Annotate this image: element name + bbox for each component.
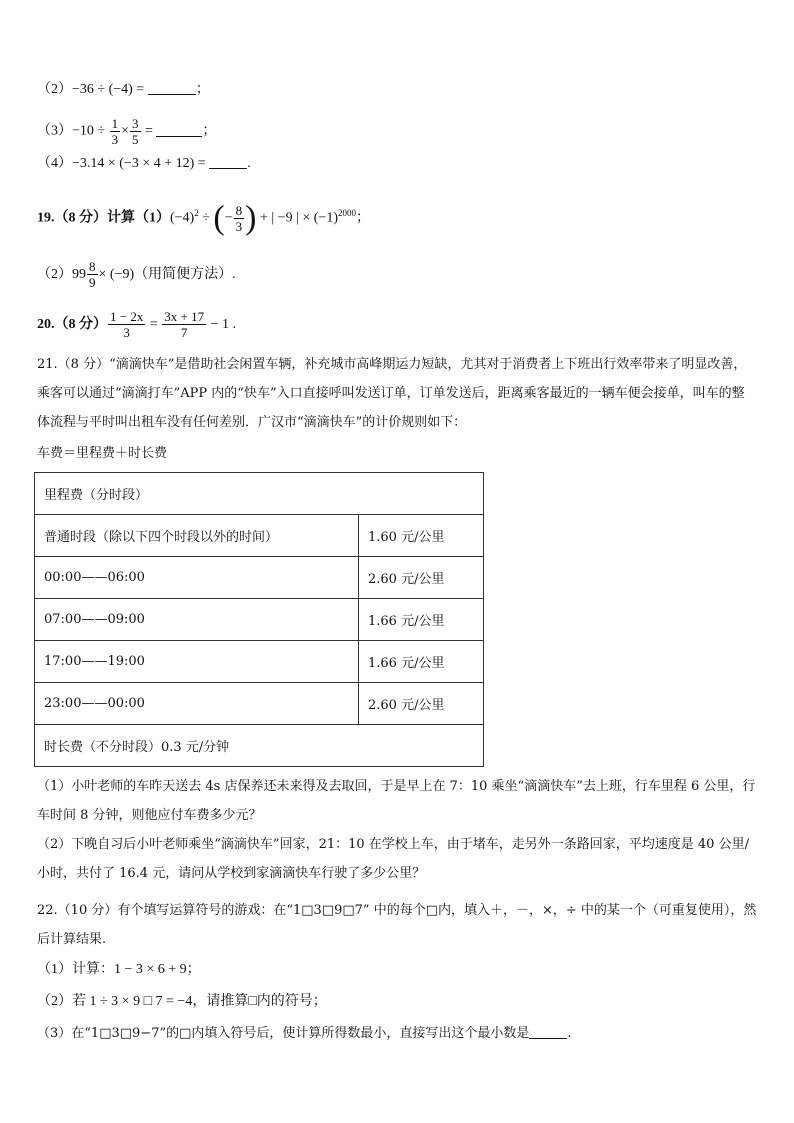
fraction: $\frac{1}{3}$ [111,116,119,147]
q18-part2: （2）−36 ÷ (−4) = ； [37,82,210,97]
table-row: 07:00——09:00 1.66 元/公里 [35,599,484,641]
table-footer-cell: 时长费（不分时段）0.3 元/分钟 [35,725,484,767]
q21-part1: （1）小叶老师的车昨天送去 4s 店保养还未来得及去取回，于是早上在 7：10 乘坐“滴滴快车”去上班，行车里程 6 公里，行车时间 8 分钟，则他应付车费多少元？ [37,779,756,823]
fraction: $\frac{8}{3}$ [235,202,243,234]
q21-part2: （2）下晚自习后小叶老师乘坐“滴滴快车”回家，21：10 在学校上车，由于堵车，走另外一条路回家，平均速度是 40 公里/小时，共付了 16.4 元，请问从学校到家滴滴快车行驶了多少公里？ [37,837,749,881]
answer-blank[interactable] [156,122,202,137]
table-row: 普通时段（除以下四个时段以外的时间） 1.60 元/公里 [35,515,484,557]
table-row: 00:00——06:00 2.60 元/公里 [35,557,484,599]
fraction: $\frac{3}{5}$ [132,116,139,147]
q19-part2: （2）99 $\frac{8}{9}$ × (−9)（用简便方法）. [37,259,236,291]
fraction: $\frac{8}{9}$ [89,259,96,291]
q20: 20.（8 分） $\frac{1 - 2x}{3}$ = $\frac{3x + 17}{7}$ − 1 . [37,309,236,341]
fraction: $\frac{3x + 17}{7}$ [164,309,205,341]
q22-part2: （2）若 1 ÷ 3 × 9 □ 7 = −4，请推算□内的符号； [37,994,327,1009]
answer-blank[interactable] [529,1024,567,1039]
q21-formula: 车费＝里程费＋时长费 [37,446,168,461]
table-row: 17:00——19:00 1.66 元/公里 [35,641,484,683]
table-row: 23:00——00:00 2.60 元/公里 [35,683,484,725]
table-row [35,473,484,515]
q18-part3: （3）−10 ÷ $\frac{1}{3}$ × $\frac{3}{5}$ = ； [37,116,217,147]
q22-part3: （3）在“1□3□9−7”的□内填入符号后，使计算所得数最小，直接写出这个最小数是 . [37,1026,572,1041]
table-header-cell: 里程费（分时段） [35,473,484,515]
q18-part4: （4）−3.14 × (−3 × 4 + 12) = . [37,156,251,171]
answer-blank[interactable] [209,154,247,169]
q22-intro: 22.（10 分）有个填写运算符号的游戏：在“1□3□9□7” 中的每个□内，填入＋，－，×，÷ 中的某一个（可重复使用），然后计算结果. [37,903,757,947]
table-row [35,725,484,767]
q19-part1: 19.（8 分）计算$(1)(-4)^2$ ÷ (− $\frac{8}{3}$ ) + | −9 | × $(-1)^{2000}$； [37,199,370,237]
q22-part1: （1）计算：1 − 3 × 6 + 9； [37,962,201,977]
fraction: $\frac{1 - 2x}{3}$ [110,309,144,341]
q21-intro: 21.（8 分）“滴滴快车”是借助社会闲置车辆，补充城市高峰期运力短缺，尤其对于消费者上下班出行效率带来了明显改善，乘客可以通过“滴滴打车”APP 内的“快车”入口直接呼叫发送订单，订单发送后，距离乘客最近的一辆车便会接单，叫车的整体流程与平时叫出租车没有任何差别．广汉市“滴滴快车”的计价规则如下： [37,357,747,430]
fare-table [34,472,484,767]
answer-blank[interactable] [148,80,196,95]
